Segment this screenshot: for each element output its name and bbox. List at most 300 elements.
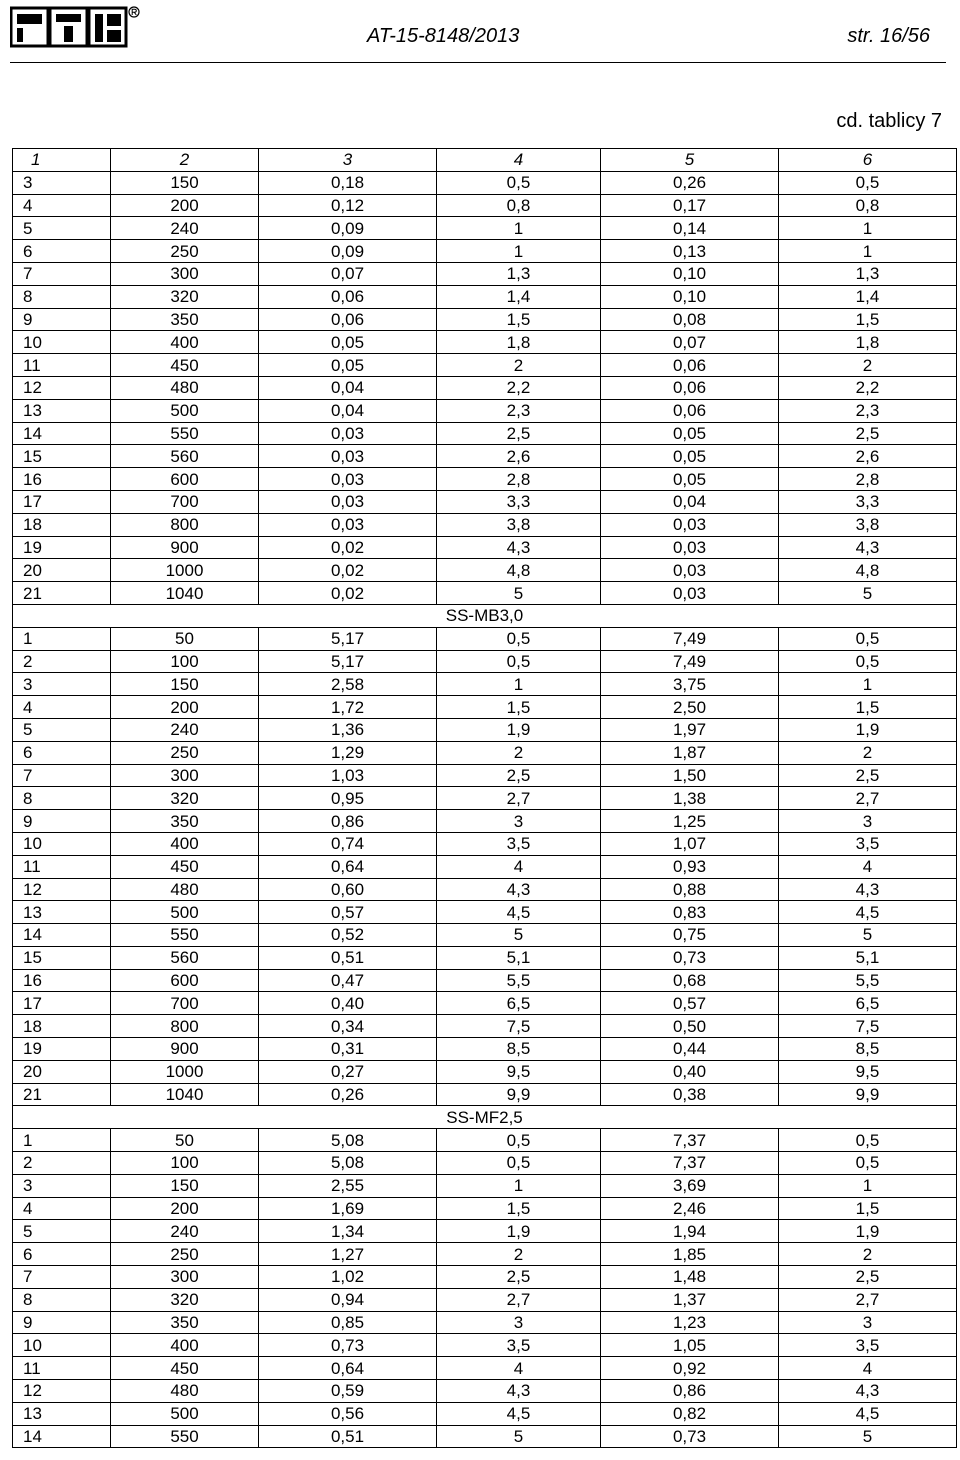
- table-cell: 20: [13, 1060, 111, 1083]
- table-cell: 1: [437, 240, 601, 263]
- table-cell: 2,8: [779, 468, 957, 491]
- table-cell: 0,03: [601, 513, 779, 536]
- table-row: [13, 171, 957, 194]
- table-cell: 400: [111, 832, 259, 855]
- table-cell: 0,94: [259, 1288, 437, 1311]
- table-cell: 1: [779, 217, 957, 240]
- table-cell: 3,5: [437, 1334, 601, 1357]
- table-cell: 150: [111, 171, 259, 194]
- column-header: 3: [259, 149, 437, 172]
- table-cell: 1,37: [601, 1288, 779, 1311]
- table-cell: 0,73: [259, 1334, 437, 1357]
- table-cell: 2: [779, 1243, 957, 1266]
- table-cell: 7,37: [601, 1152, 779, 1175]
- table-cell: 8,5: [437, 1038, 601, 1061]
- table-cell: 3,75: [601, 673, 779, 696]
- table-cell: 400: [111, 331, 259, 354]
- table-cell: 5: [779, 1425, 957, 1448]
- table-cell: 0,12: [259, 194, 437, 217]
- table-cell: 450: [111, 855, 259, 878]
- table-cell: 0,59: [259, 1380, 437, 1403]
- table-cell: 0,18: [259, 171, 437, 194]
- table-cell: 0,09: [259, 217, 437, 240]
- table-row: [13, 718, 957, 741]
- table-cell: 3,5: [779, 832, 957, 855]
- column-header: 2: [111, 149, 259, 172]
- table-cell: 1,48: [601, 1266, 779, 1289]
- table-cell: 350: [111, 308, 259, 331]
- table-cell: 0,03: [259, 513, 437, 536]
- table-cell: 4,8: [779, 559, 957, 582]
- table-cell: 200: [111, 1197, 259, 1220]
- table-cell: 550: [111, 422, 259, 445]
- table-cell: 8: [13, 1288, 111, 1311]
- table-row: [13, 1220, 957, 1243]
- table-cell: 600: [111, 969, 259, 992]
- table-row: [13, 536, 957, 559]
- table-cell: 0,03: [259, 468, 437, 491]
- table-cell: 5: [437, 924, 601, 947]
- table-cell: 1,5: [437, 1197, 601, 1220]
- table-cell: 1,87: [601, 741, 779, 764]
- table-cell: 9,5: [779, 1060, 957, 1083]
- table-cell: 5,1: [437, 946, 601, 969]
- table-cell: 1,94: [601, 1220, 779, 1243]
- table-cell: 17: [13, 490, 111, 513]
- table-cell: 3: [437, 810, 601, 833]
- table-cell: 0,06: [259, 308, 437, 331]
- table-row: [13, 1402, 957, 1425]
- table-cell: 1: [779, 673, 957, 696]
- table-cell: 0,02: [259, 536, 437, 559]
- table-cell: 0,82: [601, 1402, 779, 1425]
- table-cell: 4: [13, 1197, 111, 1220]
- table-cell: 4: [779, 855, 957, 878]
- table-cell: 4,3: [779, 1380, 957, 1403]
- table-cell: 4,3: [437, 1380, 601, 1403]
- table-cell: 1,36: [259, 718, 437, 741]
- table-cell: 11: [13, 855, 111, 878]
- table-row: [13, 490, 957, 513]
- table-cell: 5: [437, 1425, 601, 1448]
- table-cell: 6: [13, 1243, 111, 1266]
- table-cell: 0,5: [437, 627, 601, 650]
- table-cell: 1,97: [601, 718, 779, 741]
- table-cell: 700: [111, 490, 259, 513]
- table-row: [13, 650, 957, 673]
- table-cell: 1: [13, 627, 111, 650]
- table-row: [13, 1197, 957, 1220]
- table-cell: 16: [13, 969, 111, 992]
- table-cell: 2,6: [779, 445, 957, 468]
- section-row: [13, 604, 957, 627]
- column-header: 1: [13, 149, 111, 172]
- table-cell: 14: [13, 1425, 111, 1448]
- table-row: [13, 1266, 957, 1289]
- table-cell: 1,02: [259, 1266, 437, 1289]
- section-title: SS-MF2,5: [13, 1106, 957, 1129]
- table-cell: 8: [13, 787, 111, 810]
- table-cell: 18: [13, 513, 111, 536]
- table-cell: 6,5: [437, 992, 601, 1015]
- table-cell: 4: [779, 1357, 957, 1380]
- table-row: [13, 673, 957, 696]
- table-cell: 21: [13, 582, 111, 605]
- table-row: [13, 285, 957, 308]
- table-cell: 4,5: [779, 901, 957, 924]
- table-cell: 50: [111, 1129, 259, 1152]
- table-cell: 1,5: [779, 1197, 957, 1220]
- table-row: [13, 582, 957, 605]
- table-cell: 0,04: [259, 399, 437, 422]
- table-cell: 14: [13, 422, 111, 445]
- table-row: [13, 217, 957, 240]
- table-cell: 0,5: [779, 1152, 957, 1175]
- table-row: [13, 1060, 957, 1083]
- table-cell: 2,8: [437, 468, 601, 491]
- table-cell: 0,93: [601, 855, 779, 878]
- table-cell: 21: [13, 1083, 111, 1106]
- table-cell: 2,3: [779, 399, 957, 422]
- table-cell: 0,34: [259, 1015, 437, 1038]
- table-cell: 0,92: [601, 1357, 779, 1380]
- table-cell: 0,60: [259, 878, 437, 901]
- table-cell: 2,7: [779, 1288, 957, 1311]
- data-table: [12, 148, 957, 1448]
- table-cell: 0,8: [437, 194, 601, 217]
- table-cell: 3,8: [437, 513, 601, 536]
- table-cell: 0,03: [259, 422, 437, 445]
- table-row: [13, 992, 957, 1015]
- table-cell: 0,05: [601, 445, 779, 468]
- table-cell: 0,5: [437, 1129, 601, 1152]
- table-cell: 3,8: [779, 513, 957, 536]
- table-cell: 3,3: [779, 490, 957, 513]
- table-cell: 7,5: [437, 1015, 601, 1038]
- table-cell: 0,83: [601, 901, 779, 924]
- table-cell: 1,5: [779, 308, 957, 331]
- table-cell: 2,5: [437, 1266, 601, 1289]
- table-cell: 0,26: [601, 171, 779, 194]
- table-cell: 1,3: [437, 262, 601, 285]
- table-cell: 300: [111, 262, 259, 285]
- document-number: AT-15-8148/2013: [367, 25, 520, 47]
- table-cell: 0,05: [259, 331, 437, 354]
- table-cell: 240: [111, 1220, 259, 1243]
- table-body: [13, 171, 957, 1448]
- table-cell: 2: [437, 741, 601, 764]
- table-row: [13, 1380, 957, 1403]
- table-cell: 300: [111, 764, 259, 787]
- table-cell: 1040: [111, 1083, 259, 1106]
- table-row: [13, 1425, 957, 1448]
- table-cell: 2,7: [437, 1288, 601, 1311]
- table-row: [13, 878, 957, 901]
- table-cell: 0,09: [259, 240, 437, 263]
- table-cell: 10: [13, 331, 111, 354]
- table-cell: 2,7: [437, 787, 601, 810]
- table-cell: 480: [111, 376, 259, 399]
- table-cell: 4: [13, 194, 111, 217]
- table-cell: 0,52: [259, 924, 437, 947]
- table-cell: 5,5: [779, 969, 957, 992]
- section-row: [13, 1106, 957, 1129]
- table-cell: 3: [779, 1311, 957, 1334]
- table-cell: 5,08: [259, 1129, 437, 1152]
- table-cell: 0,44: [601, 1038, 779, 1061]
- table-row: [13, 1015, 957, 1038]
- table-cell: 480: [111, 1380, 259, 1403]
- table-cell: 2: [13, 650, 111, 673]
- table-cell: 2,2: [437, 376, 601, 399]
- table-cell: 13: [13, 901, 111, 924]
- table-cell: 350: [111, 1311, 259, 1334]
- table-cell: 6,5: [779, 992, 957, 1015]
- table-row: [13, 194, 957, 217]
- table-cell: 3,69: [601, 1174, 779, 1197]
- table-cell: 3: [13, 171, 111, 194]
- table-cell: 0,06: [601, 354, 779, 377]
- table-row: [13, 855, 957, 878]
- table-cell: 0,10: [601, 285, 779, 308]
- table-cell: 150: [111, 1174, 259, 1197]
- table-cell: 1040: [111, 582, 259, 605]
- table-cell: 1: [13, 1129, 111, 1152]
- table-cell: 14: [13, 924, 111, 947]
- table-cell: 1,07: [601, 832, 779, 855]
- table-cell: 0,5: [779, 650, 957, 673]
- table-cell: 4,5: [437, 901, 601, 924]
- table-row: [13, 1288, 957, 1311]
- table-cell: 10: [13, 832, 111, 855]
- table-cell: 2,46: [601, 1197, 779, 1220]
- table-cell: 0,27: [259, 1060, 437, 1083]
- table-cell: 1,25: [601, 810, 779, 833]
- table-row: [13, 1152, 957, 1175]
- table-cell: 0,05: [259, 354, 437, 377]
- table-cell: 0,13: [601, 240, 779, 263]
- table-row: [13, 1357, 957, 1380]
- table-cell: 3: [13, 1174, 111, 1197]
- table-cell: 0,06: [601, 399, 779, 422]
- table-cell: 560: [111, 445, 259, 468]
- table-cell: 0,64: [259, 1357, 437, 1380]
- table-row: [13, 741, 957, 764]
- column-header: 4: [437, 149, 601, 172]
- table-cell: 1,29: [259, 741, 437, 764]
- table-cell: 1,69: [259, 1197, 437, 1220]
- table-cell: 0,57: [259, 901, 437, 924]
- table-cell: 240: [111, 718, 259, 741]
- table-row: [13, 1243, 957, 1266]
- table-cell: 200: [111, 194, 259, 217]
- table-cell: 0,10: [601, 262, 779, 285]
- table-cell: 7,49: [601, 650, 779, 673]
- section-title: SS-MB3,0: [13, 604, 957, 627]
- table-row: [13, 468, 957, 491]
- table-caption: cd. tablicy 7: [836, 110, 942, 132]
- table-cell: 3,3: [437, 490, 601, 513]
- table-row: [13, 627, 957, 650]
- table-cell: 350: [111, 810, 259, 833]
- table-cell: 1: [779, 240, 957, 263]
- table-cell: 8: [13, 285, 111, 308]
- table-cell: 5,1: [779, 946, 957, 969]
- table-cell: 20: [13, 559, 111, 582]
- table-cell: 0,68: [601, 969, 779, 992]
- table-cell: 200: [111, 696, 259, 719]
- table-cell: 5: [779, 582, 957, 605]
- table-cell: 10: [13, 1334, 111, 1357]
- table-cell: 16: [13, 468, 111, 491]
- table-cell: 1,9: [779, 718, 957, 741]
- table-cell: 2,5: [779, 1266, 957, 1289]
- table-cell: 0,04: [601, 490, 779, 513]
- table-cell: 4,5: [779, 1402, 957, 1425]
- table-cell: 900: [111, 536, 259, 559]
- table-cell: 7: [13, 1266, 111, 1289]
- table-cell: 0,86: [259, 810, 437, 833]
- table-cell: 3,5: [779, 1334, 957, 1357]
- table-row: [13, 810, 957, 833]
- table-cell: 17: [13, 992, 111, 1015]
- table-cell: 0,51: [259, 1425, 437, 1448]
- table-cell: 300: [111, 1266, 259, 1289]
- table-cell: 0,8: [779, 194, 957, 217]
- table-cell: 240: [111, 217, 259, 240]
- table-row: [13, 787, 957, 810]
- table-cell: 1,34: [259, 1220, 437, 1243]
- table-row: [13, 901, 957, 924]
- table-cell: 1: [437, 1174, 601, 1197]
- table-cell: 0,74: [259, 832, 437, 855]
- table-cell: 0,56: [259, 1402, 437, 1425]
- table-cell: 400: [111, 1334, 259, 1357]
- table-row: [13, 696, 957, 719]
- table-cell: 50: [111, 627, 259, 650]
- table-cell: 2: [13, 1152, 111, 1175]
- table-row: [13, 1334, 957, 1357]
- table-cell: 250: [111, 741, 259, 764]
- table-cell: 12: [13, 878, 111, 901]
- table-cell: 2,5: [437, 764, 601, 787]
- table-cell: 1: [437, 217, 601, 240]
- table-cell: 150: [111, 673, 259, 696]
- table-cell: 0,05: [601, 468, 779, 491]
- table-cell: 0,5: [779, 1129, 957, 1152]
- header-divider: [10, 62, 946, 63]
- table-cell: 2: [437, 354, 601, 377]
- table-cell: 3: [437, 1311, 601, 1334]
- table-cell: 18: [13, 1015, 111, 1038]
- table-row: [13, 1083, 957, 1106]
- table-row: [13, 262, 957, 285]
- table-cell: 0,08: [601, 308, 779, 331]
- table-cell: 550: [111, 1425, 259, 1448]
- table-cell: 0,5: [437, 1152, 601, 1175]
- table-cell: 5,5: [437, 969, 601, 992]
- table-cell: 2,6: [437, 445, 601, 468]
- table-cell: 0,86: [601, 1380, 779, 1403]
- table-cell: 0,03: [259, 445, 437, 468]
- table-cell: 1,03: [259, 764, 437, 787]
- table-cell: 11: [13, 1357, 111, 1380]
- table-cell: 1,05: [601, 1334, 779, 1357]
- table-cell: 2,2: [779, 376, 957, 399]
- table-cell: 3: [779, 810, 957, 833]
- table-cell: 0,02: [259, 582, 437, 605]
- table-cell: 0,47: [259, 969, 437, 992]
- table-row: [13, 946, 957, 969]
- table-row: [13, 240, 957, 263]
- table-cell: 11: [13, 354, 111, 377]
- table-cell: 6: [13, 741, 111, 764]
- table-cell: 1,9: [437, 1220, 601, 1243]
- table-cell: 0,64: [259, 855, 437, 878]
- table-row: [13, 422, 957, 445]
- table-row: [13, 969, 957, 992]
- table-cell: 0,85: [259, 1311, 437, 1334]
- table-cell: 4,5: [437, 1402, 601, 1425]
- table-row: [13, 354, 957, 377]
- table-cell: 0,95: [259, 787, 437, 810]
- table-cell: 500: [111, 399, 259, 422]
- table-cell: 4,3: [779, 878, 957, 901]
- table-cell: 0,51: [259, 946, 437, 969]
- table-cell: 15: [13, 445, 111, 468]
- table-cell: 900: [111, 1038, 259, 1061]
- table-cell: 1,85: [601, 1243, 779, 1266]
- table-cell: 1,3: [779, 262, 957, 285]
- page-number: str. 16/56: [847, 25, 930, 47]
- table-cell: 5: [779, 924, 957, 947]
- table-cell: 0,07: [601, 331, 779, 354]
- table-cell: 2: [779, 354, 957, 377]
- table-cell: 0,31: [259, 1038, 437, 1061]
- table-row: [13, 399, 957, 422]
- table-cell: 100: [111, 650, 259, 673]
- table-cell: 250: [111, 1243, 259, 1266]
- table-cell: 9: [13, 810, 111, 833]
- table-cell: 1000: [111, 1060, 259, 1083]
- table-cell: 250: [111, 240, 259, 263]
- table-cell: 500: [111, 901, 259, 924]
- table-cell: 450: [111, 354, 259, 377]
- table-cell: 1,27: [259, 1243, 437, 1266]
- table-cell: 800: [111, 513, 259, 536]
- table-cell: 0,5: [437, 650, 601, 673]
- table-cell: 5: [437, 582, 601, 605]
- table-cell: 2,7: [779, 787, 957, 810]
- table-cell: 1,5: [437, 308, 601, 331]
- table-cell: 2,3: [437, 399, 601, 422]
- table-cell: 1,72: [259, 696, 437, 719]
- table-cell: 4,3: [779, 536, 957, 559]
- table-cell: 0,40: [601, 1060, 779, 1083]
- table-cell: 320: [111, 285, 259, 308]
- table-cell: 7: [13, 764, 111, 787]
- table-cell: 2,5: [437, 422, 601, 445]
- table-cell: 3,5: [437, 832, 601, 855]
- table-cell: 5,17: [259, 650, 437, 673]
- table-cell: 0,5: [437, 171, 601, 194]
- table-cell: 1: [779, 1174, 957, 1197]
- column-header: 5: [601, 149, 779, 172]
- table-cell: 1: [437, 673, 601, 696]
- table-cell: 320: [111, 1288, 259, 1311]
- table-cell: 0,03: [259, 490, 437, 513]
- table-cell: 1,9: [779, 1220, 957, 1243]
